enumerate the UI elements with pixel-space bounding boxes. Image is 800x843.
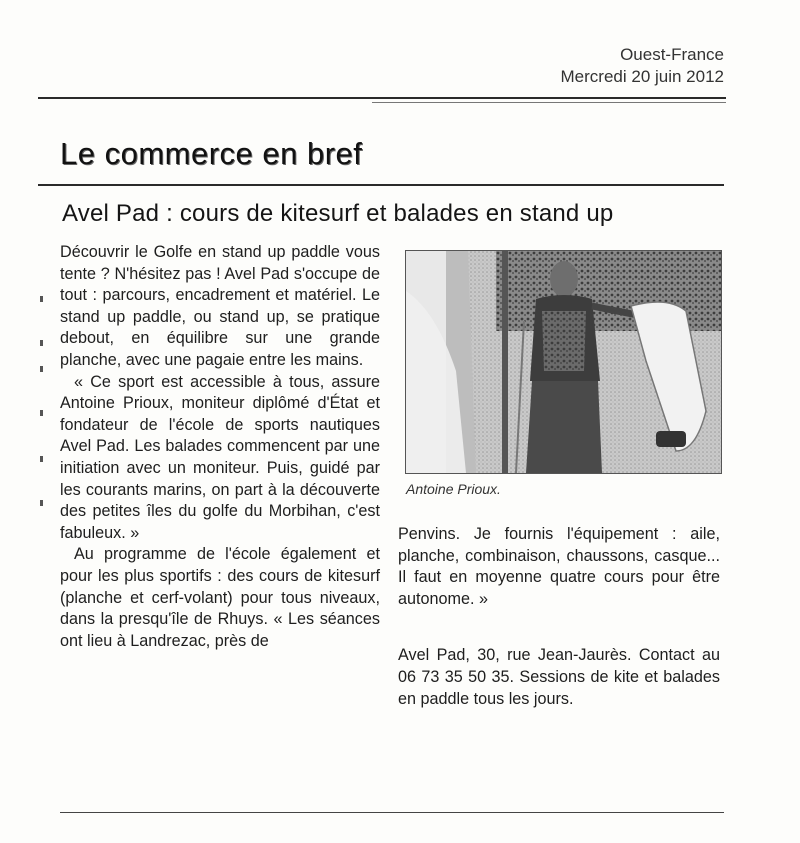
article-headline: Avel Pad : cours de kitesurf et balades en stand up (62, 200, 614, 227)
contact-info: Avel Pad, 30, rue Jean-Jaurès. Contact au 06 73 35 50 35. Sessions de kite et balades en paddle tous les jours. (398, 646, 720, 708)
paragraph-intro: Découvrir le Golfe en stand up paddle vous tente ? N'hésitez pas ! Avel Pad s'occupe de tout : parcours, encadrement et matériel. Le stand up paddle, ou stand up, se pratique debout, en équilibre sur une grande planche, avec une pagaie entre les mains. (60, 243, 380, 369)
header-rule (38, 97, 726, 99)
margin-mark (40, 340, 43, 346)
publication-date: Mercredi 20 juin 2012 (560, 67, 724, 86)
margin-mark (40, 296, 43, 302)
paragraph-quote: « Ce sport est accessible à tous, assure Antoine Prioux, moniteur diplômé d'État et fondateur de l'école de sports nautiques Avel Pad. Les balades commencent par une initiation avec un moniteur. Puis, guidé par les courants marins, on part à la découverte des petites îles du golfe du Morbihan, c'est fabuleux. » (60, 372, 380, 542)
article-photo (405, 250, 722, 474)
section-rule (38, 184, 724, 186)
margin-mark (40, 500, 43, 506)
footer-rule (60, 812, 724, 813)
margin-mark (40, 456, 43, 462)
margin-mark (40, 366, 43, 372)
photo-caption: Antoine Prioux. (406, 481, 501, 497)
header-subrule (372, 102, 726, 103)
paragraph-program: Au programme de l'école également et pour les plus sportifs : des cours de kitesurf (planche et cerf-volant) pour tous niveaux, dans la presqu'île de Rhuys. « Les séances ont lieu à Landrezac, près de (60, 545, 380, 650)
article-column-1 (60, 242, 380, 652)
article-column-2 (398, 524, 720, 710)
section-title: Le commerce en bref (60, 136, 363, 171)
paragraph-continuation: Penvins. Je fournis l'équipement : aile, planche, combinaison, chaussons, casque... Il faut en moyenne quatre cours pour être autonome. » (398, 525, 720, 608)
newspaper-name: Ouest-France (620, 45, 724, 64)
margin-mark (40, 410, 43, 416)
